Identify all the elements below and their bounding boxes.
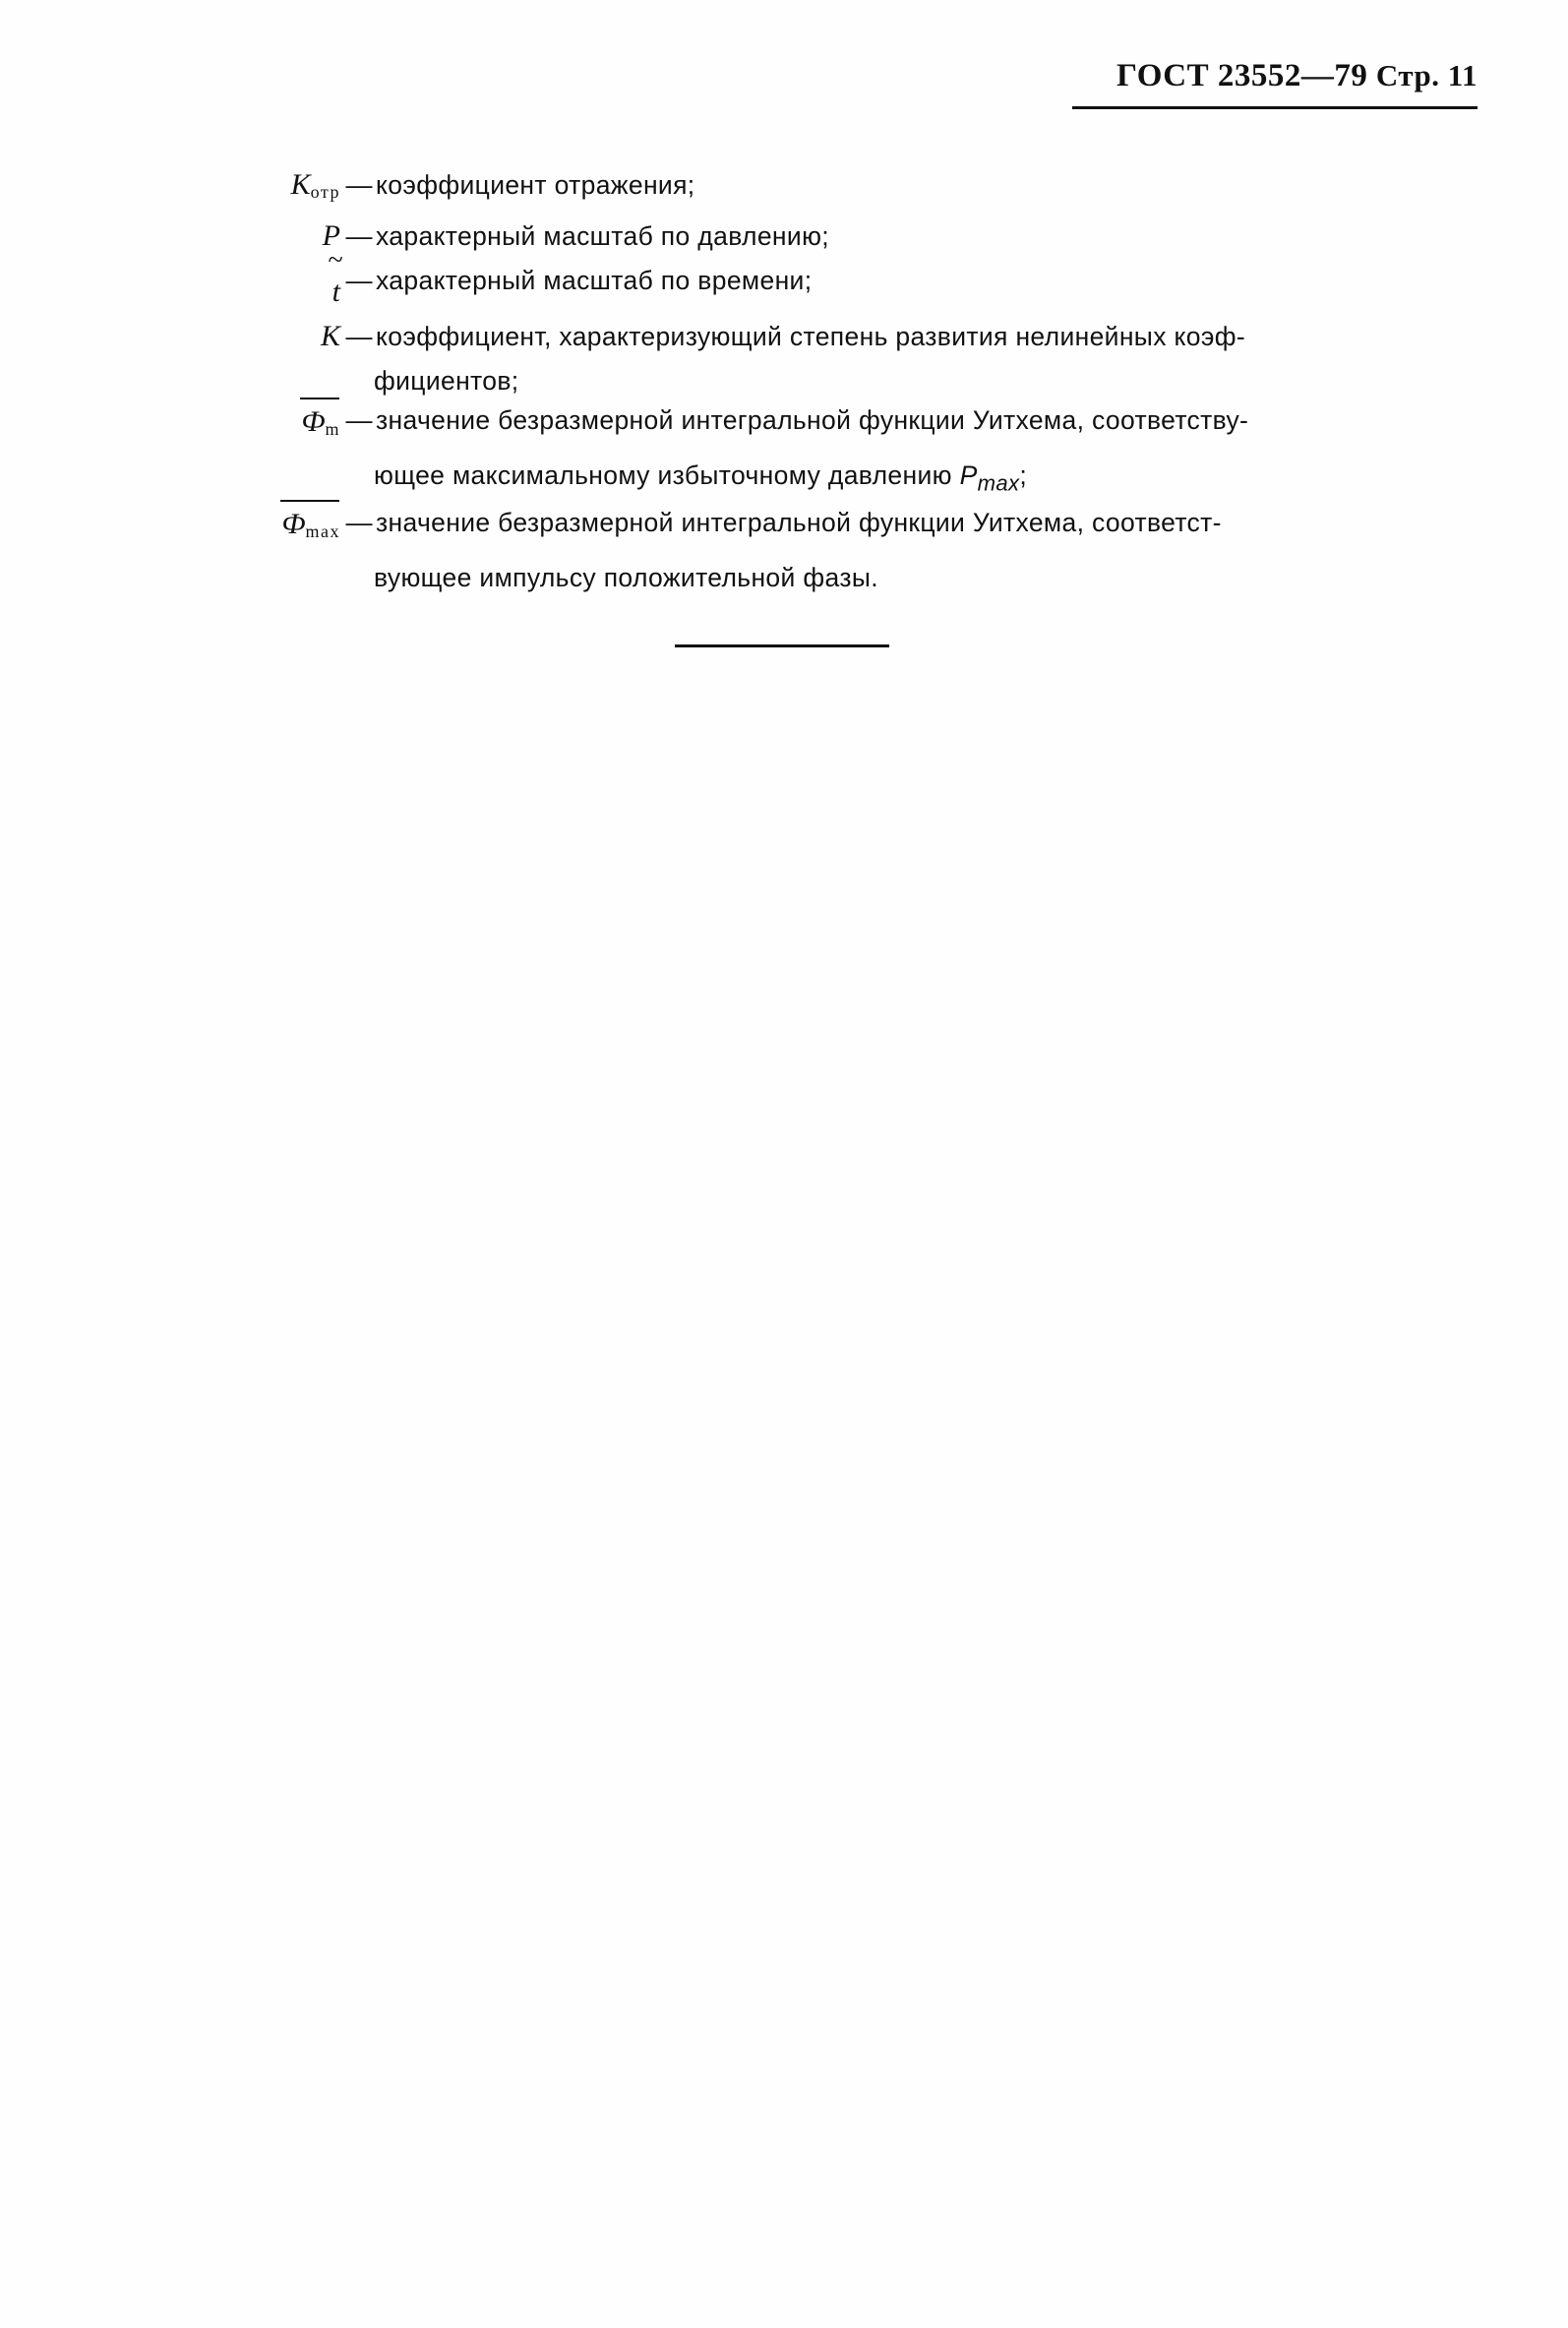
continuation-suffix: ;	[1019, 460, 1028, 490]
dash-separator: —	[345, 266, 373, 295]
list-item	[193, 400, 1442, 451]
definition-text: коэффициент отражения;	[376, 170, 695, 200]
definition-text: характерный масштаб по времени;	[376, 266, 813, 295]
dash-separator: —	[345, 322, 373, 351]
section-divider	[675, 644, 889, 647]
dash-separator: —	[345, 405, 373, 435]
tilde-accent-icon: ~	[328, 245, 343, 276]
definition-text: характерный масштаб по давлению;	[376, 221, 830, 251]
definition-continuation: вующее импульсу положительной фазы.	[374, 563, 878, 593]
page-header	[0, 57, 1568, 94]
definition-continuation: фициентов;	[374, 366, 519, 396]
list-item	[193, 165, 1442, 212]
definition-continuation	[193, 456, 1442, 503]
symbol-p: P	[322, 219, 340, 252]
dash-separator: —	[345, 221, 373, 251]
header-rule	[1072, 106, 1478, 109]
list-item	[193, 216, 1442, 256]
page-number: Стр. 11	[1375, 58, 1478, 92]
list-item	[193, 245, 1442, 312]
list-item	[193, 503, 1442, 553]
definition-text: значение безразмерной интегральной функции Уитхема, соответст-	[376, 508, 1222, 538]
symbol-t-tilde: ~ t	[328, 245, 343, 308]
header-text	[1116, 57, 1478, 94]
symbol-phi-max: $Ф_{max}$	[193, 503, 342, 553]
symbol-k: K	[320, 320, 340, 352]
definition-list	[193, 165, 1442, 597]
list-item	[193, 317, 1442, 356]
dash-separator: —	[345, 170, 373, 200]
dash-separator: —	[345, 508, 373, 538]
continuation-prefix: ющее максимальному избыточному давлению	[374, 460, 960, 490]
definition-text: значение безразмерной интегральной функции Уитхема, соответству-	[376, 405, 1249, 435]
definition-text: коэффициент, характеризующий степень развития нелинейных коэф-	[376, 322, 1246, 351]
variable-p-max: $P_{max}$	[959, 460, 1020, 496]
symbol-k-otr: $K_{отр}$	[290, 168, 340, 202]
symbol-phi-m: $Ф_m$	[193, 400, 342, 451]
standard-number: ГОСТ 23552—79	[1116, 58, 1368, 93]
